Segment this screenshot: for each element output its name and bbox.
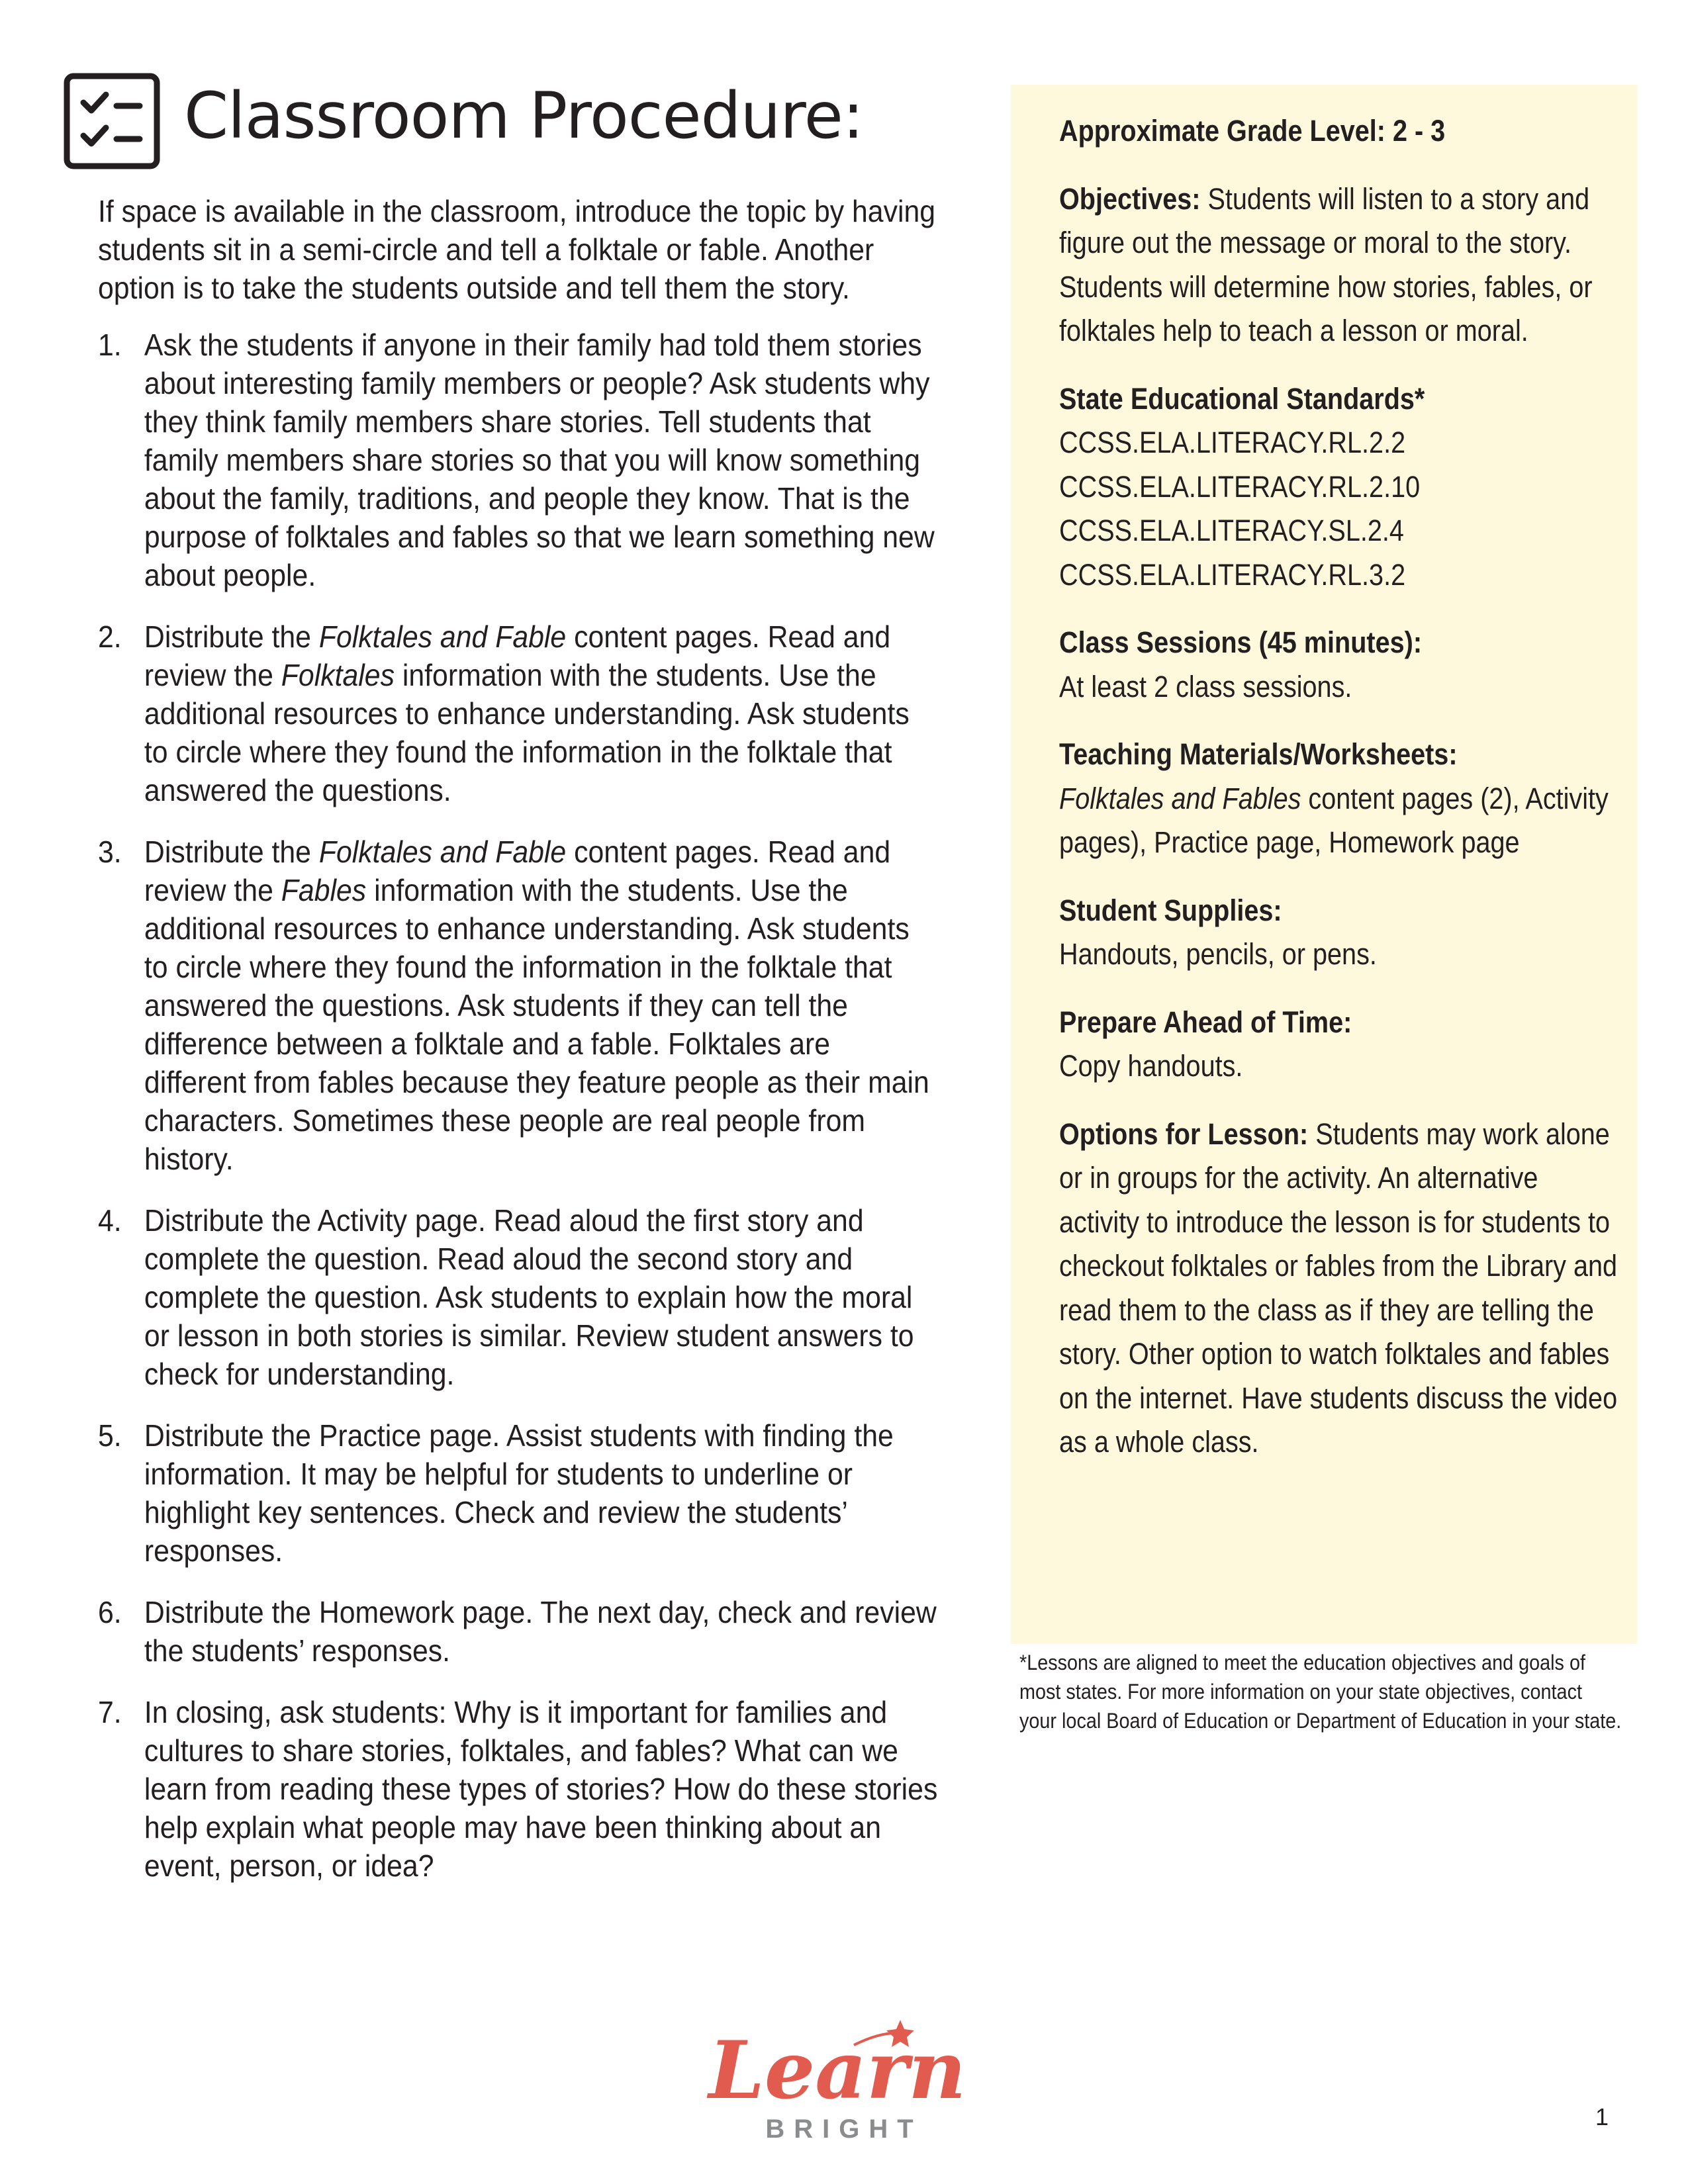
intro-paragraph: If space is available in the classroom, introduce the topic by having students sit in a semi-circle and tell a folktale or fable. Another option is to take the students outside and tell them the story. [98,194,936,305]
step-text: Distribute the Homework page. The next day, check and review the students’ responses. [144,1595,937,1668]
standard-code: CCSS.ELA.LITERACY.SL.2.4 [1059,514,1404,547]
logo-word: Learn [708,2024,966,2117]
standard-code: CCSS.ELA.LITERACY.RL.3.2 [1059,557,1406,592]
student-supplies: Student Supplies: Handouts, pencils, or pens. [1059,893,1377,971]
procedure-step [98,1693,939,1885]
procedure-step [98,1416,939,1570]
page-title: Classroom Procedure: [184,79,864,153]
standards: State Educational Standards* CCSS.ELA.LITERACY.RL.2.2 CCSS.ELA.LITERACY.RL.2.10 CCSS.ELA.LITERACY.SL.2.4 CCSS.ELA.LITERACY.RL.3.2 [1059,377,1618,598]
grade-level: Approximate Grade Level: 2 - 3 [1059,114,1446,148]
procedure-step [98,1593,939,1670]
prepare-ahead: Prepare Ahead of Time: Copy handouts. [1059,1005,1352,1083]
standard-code: CCSS.ELA.LITERACY.RL.2.2 [1059,426,1406,459]
procedure-column [98,192,938,1908]
standard-code: CCSS.ELA.LITERACY.RL.2.10 [1059,469,1421,504]
procedure-step [98,326,939,594]
learn-bright-logo [702,2005,980,2151]
step-number: 7. [98,1695,122,1729]
standards-footnote: *Lessons are aligned to meet the education objectives and goals of most states. For more information on your state objectives, contact your local Board of Education or Department of Education in your state. [1019,1651,1622,1733]
step-number: 2. [98,619,122,654]
lesson-info-content [1059,109,1618,1488]
step-number: 3. [98,835,122,869]
step-number: 4. [98,1203,122,1238]
class-sessions: Class Sessions (45 minutes): At least 2 class sessions. [1059,625,1423,704]
step-number: 1. [98,328,122,362]
procedure-step [98,617,939,809]
step-text: Distribute the Activity page. Read aloud the first story and complete the question. Read aloud the second story and complete the question. Ask students to explain how the moral or lesson in both stories is similar. Review student answers to check for understanding. [144,1203,914,1391]
step-text: Distribute the Folktales and Fable content pages. Read and review the Fables information with the students. Use the additional resources to enhance understanding. Ask students to circle where they found the information in the folktale that answered the questions. Ask students if they can tell the difference between a folktale and a fable. Folktales are different from fables because they feature people as their main characters. Sometimes these people are real people from history. [144,835,929,1176]
step-number: 6. [98,1595,122,1629]
step-text: Ask the students if anyone in their family had told them stories about interesting family members or people? Ask students why they think family members share stories. Tell students that family members share stories so that you will know something about the family, traditions, and people they know. That is the purpose of folktales and fables so that we learn something new about people. [144,328,935,592]
step-text: Distribute the Practice page. Assist students with finding the information. It may be helpful for students to underline or highlight key sentences. Check and review the students’ responses. [144,1418,894,1568]
teaching-materials: Teaching Materials/Worksheets: Folktales and Fables content pages (2), Activity pages), Practice page, Homework page [1059,737,1609,859]
procedure-step [98,833,939,1178]
page-number: 1 [1595,2103,1609,2130]
step-number: 5. [98,1418,122,1453]
lesson-options: Options for Lesson: Students may work alone or in groups for the activity. An alternative activity to introduce the lesson is for students to checkout folktales or fables from the Library and read them to the class as if they are telling the story. Other option to watch folktales and fables on the internet. Have students discuss the video as a whole class. [1059,1116,1618,1459]
procedure-step [98,1201,939,1393]
step-text: Distribute the Folktales and Fable content pages. Read and review the Folktales information with the students. Use the additional resources to enhance understanding. Ask students to circle where they found the information in the folktale that answered the questions. [144,619,910,807]
logo-subword: BRIGHT [765,2115,923,2144]
objectives: Objectives: Students will listen to a story and figure out the message or moral to the story. Students will determine how stories, fables, or folktales help to teach a lesson or moral. [1059,181,1593,347]
step-text: In closing, ask students: Why is it important for families and cultures to share stories, folktales, and fables? What can we learn from reading these types of stories? How do these stories help explain what people may have been thinking about an event, person, or idea? [144,1695,938,1883]
checklist-icon [64,73,160,169]
